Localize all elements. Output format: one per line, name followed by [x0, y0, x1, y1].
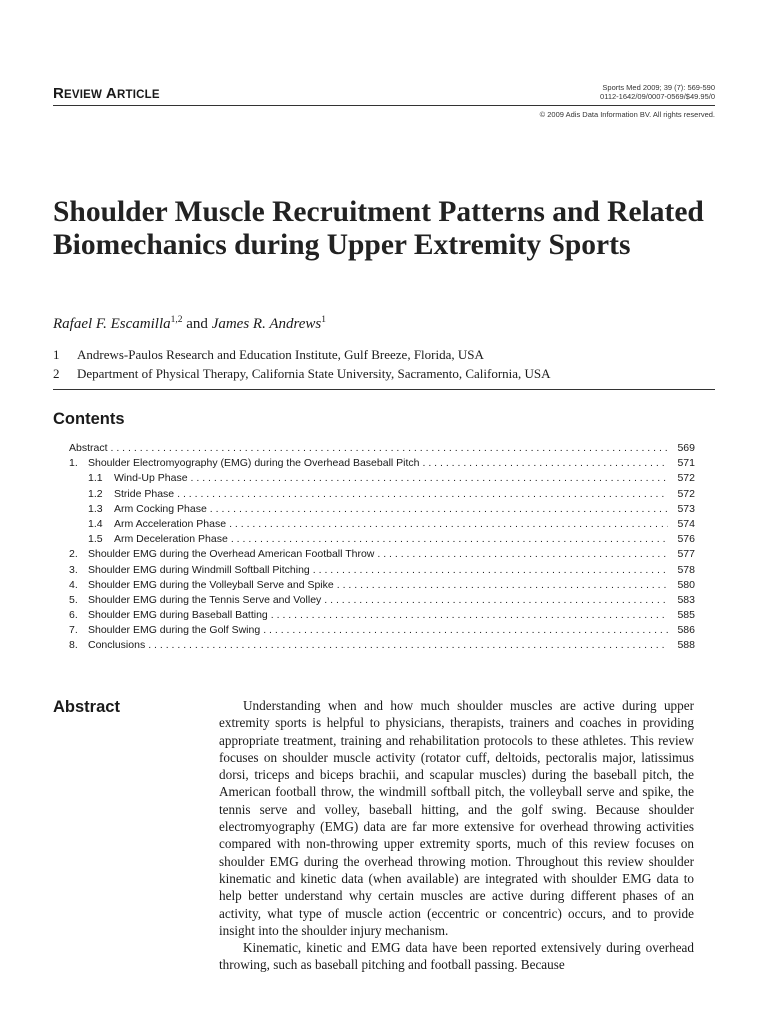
toc-dot-leader [324, 593, 668, 608]
toc-dot-leader [263, 623, 668, 638]
toc-entry-title: Arm Cocking Phase [114, 502, 207, 515]
toc-dot-leader [231, 532, 668, 547]
toc-entry-title: Abstract [69, 442, 108, 454]
affiliation-item [53, 345, 551, 364]
toc-dot-leader [111, 441, 668, 456]
toc-entry-page: 577 [677, 548, 695, 561]
affiliation-text: Department of Physical Therapy, California State University, Sacramento, California, USA [77, 366, 551, 381]
issn-line: 0112-1642/09/0007-0569/$49.95/0 [600, 92, 715, 101]
toc-entry-title: Shoulder EMG during the Tennis Serve and Volley [88, 593, 322, 606]
article-type-initial-1: R [53, 85, 65, 102]
toc-entry-title: Shoulder EMG during the Overhead American Football Throw [88, 548, 375, 561]
toc-entry[interactable] [69, 578, 695, 593]
article-type-label [53, 85, 160, 102]
author-joiner: and [182, 316, 212, 332]
toc-entry[interactable] [69, 623, 695, 638]
author-list [53, 315, 326, 333]
toc-entry-title: Arm Deceleration Phase [114, 533, 228, 546]
toc-entry-page: 583 [677, 593, 695, 606]
toc-entry-title: Shoulder EMG during Windmill Softball Pitching [88, 563, 310, 576]
toc-entry[interactable] [69, 563, 695, 578]
toc-entry-page: 572 [677, 472, 695, 485]
affiliation-item [53, 364, 551, 383]
toc-entry-title: Conclusions [88, 639, 146, 652]
toc-entry-title: Shoulder Electromyography (EMG) during the Overhead Baseball Pitch [88, 457, 420, 470]
toc-entry[interactable] [69, 608, 695, 623]
toc-entry-number: 6. [69, 609, 78, 622]
toc-entry[interactable] [69, 441, 695, 456]
journal-citation [600, 83, 715, 101]
toc-entry-page: 572 [677, 487, 695, 500]
toc-entry[interactable] [69, 532, 695, 547]
toc-entry-page: 580 [677, 578, 695, 591]
toc-entry-page: 588 [677, 639, 695, 652]
toc-entry-number: 7. [69, 624, 78, 637]
abstract-body [219, 697, 694, 974]
journal-line: Sports Med 2009; 39 (7): 569-590 [602, 83, 715, 92]
abstract-heading: Abstract [53, 698, 120, 716]
toc-dot-leader [313, 563, 668, 578]
author-name: James R. Andrews [211, 316, 322, 332]
affiliation-number: 1 [53, 347, 60, 362]
toc-entry[interactable] [69, 502, 695, 517]
toc-entry-number: 1.4 [88, 517, 103, 530]
article-title: Shoulder Muscle Recruitment Patterns and Related Biomechanics during Upper Extremity Sports [53, 196, 704, 261]
toc-entry-title: Shoulder EMG during the Golf Swing [88, 624, 261, 637]
article-type-initial-2: A [105, 85, 117, 102]
toc-entry-title: Wind-Up Phase [114, 472, 188, 485]
toc-entry-number: 1.1 [88, 472, 103, 485]
toc-entry-number: 3. [69, 563, 78, 576]
header-divider [53, 105, 715, 106]
toc-entry[interactable] [69, 517, 695, 532]
toc-entry-number: 5. [69, 593, 78, 606]
toc-dot-leader [210, 502, 668, 517]
author-name: Rafael F. Escamilla [53, 316, 171, 332]
contents-heading: Contents [53, 410, 125, 428]
toc-entry-page: 576 [677, 533, 695, 546]
copyright-notice: © 2009 Adis Data Information BV. All rights reserved. [539, 110, 715, 119]
toc-entry-number: 1. [69, 457, 78, 470]
table-of-contents [69, 441, 695, 654]
toc-entry-page: 571 [677, 457, 695, 470]
toc-entry-number: 1.2 [88, 487, 103, 500]
toc-entry-number: 1.3 [88, 502, 103, 515]
toc-entry-title: Stride Phase [114, 487, 175, 500]
affiliation-number: 2 [53, 366, 60, 381]
toc-entry-page: 586 [677, 624, 695, 637]
affiliation-list [53, 345, 551, 383]
toc-entry-number: 4. [69, 578, 78, 591]
toc-entry[interactable] [69, 638, 695, 653]
article-type-rest-1: EVIEW [64, 89, 103, 101]
toc-dot-leader [377, 547, 668, 562]
toc-dot-leader [148, 638, 668, 653]
toc-entry[interactable] [69, 487, 695, 502]
toc-dot-leader [271, 608, 668, 623]
abstract-paragraph: Kinematic, kinetic and EMG data have been reported extensively during overhead throwing, such as baseball pitching and football passing. Because [219, 940, 694, 973]
toc-entry-page: 569 [677, 442, 695, 454]
toc-entry-number: 1.5 [88, 533, 103, 546]
toc-dot-leader [423, 456, 669, 471]
section-divider [53, 389, 715, 390]
toc-entry[interactable] [69, 471, 695, 486]
toc-dot-leader [191, 471, 668, 486]
toc-entry[interactable] [69, 456, 695, 471]
article-type-rest-2: RTICLE [116, 89, 160, 101]
affiliation-text: Andrews-Paulos Research and Education Institute, Gulf Breeze, Florida, USA [77, 347, 484, 362]
toc-entry-number: 2. [69, 548, 78, 561]
toc-entry-page: 585 [677, 609, 695, 622]
abstract-paragraph: Understanding when and how much shoulder muscles are active during upper extremity sports is helpful to physicians, therapists, trainers and coaches in providing appropriate treatment, training and rehabilitation protocols to these athletes. This review focuses on shoulder muscle activity (rotator cuff, deltoids, pectoralis major, latissimus dorsi, triceps and biceps brachii, and scapular muscles) during the baseball pitch, the American football throw, the windmill softball pitch, the volleyball serve and spike, the tennis serve and volley, baseball hitting, and the golf swing. Because shoulder electromyography (EMG) data are far more extensive for overhead throwing activities compared with non-throwing upper extremity sports, much of this review focuses on shoulder EMG during the overhead throwing motion. Throughout this review shoulder kinematic and kinetic data (when available) are integrated with shoulder EMG data to help better understand why certain muscles are active during different phases of an activity, what type of muscle action (eccentric or concentric) occurs, and to provide insight into the shoulder injury mechanism. [219, 698, 694, 938]
toc-entry-number: 8. [69, 639, 78, 652]
toc-entry-title: Shoulder EMG during Baseball Batting [88, 609, 268, 622]
toc-entry-title: Shoulder EMG during the Volleyball Serve and Spike [88, 578, 334, 591]
author-affiliation-marker: 1,2 [170, 315, 183, 325]
toc-entry-page: 574 [677, 517, 695, 530]
toc-entry[interactable] [69, 547, 695, 562]
toc-entry-title: Arm Acceleration Phase [114, 517, 227, 530]
toc-entry-page: 573 [677, 502, 695, 515]
toc-entry[interactable] [69, 593, 695, 608]
toc-dot-leader [229, 517, 668, 532]
author-affiliation-marker: 1 [321, 315, 327, 325]
toc-dot-leader [177, 487, 668, 502]
toc-dot-leader [337, 578, 668, 593]
toc-entry-page: 578 [677, 563, 695, 576]
